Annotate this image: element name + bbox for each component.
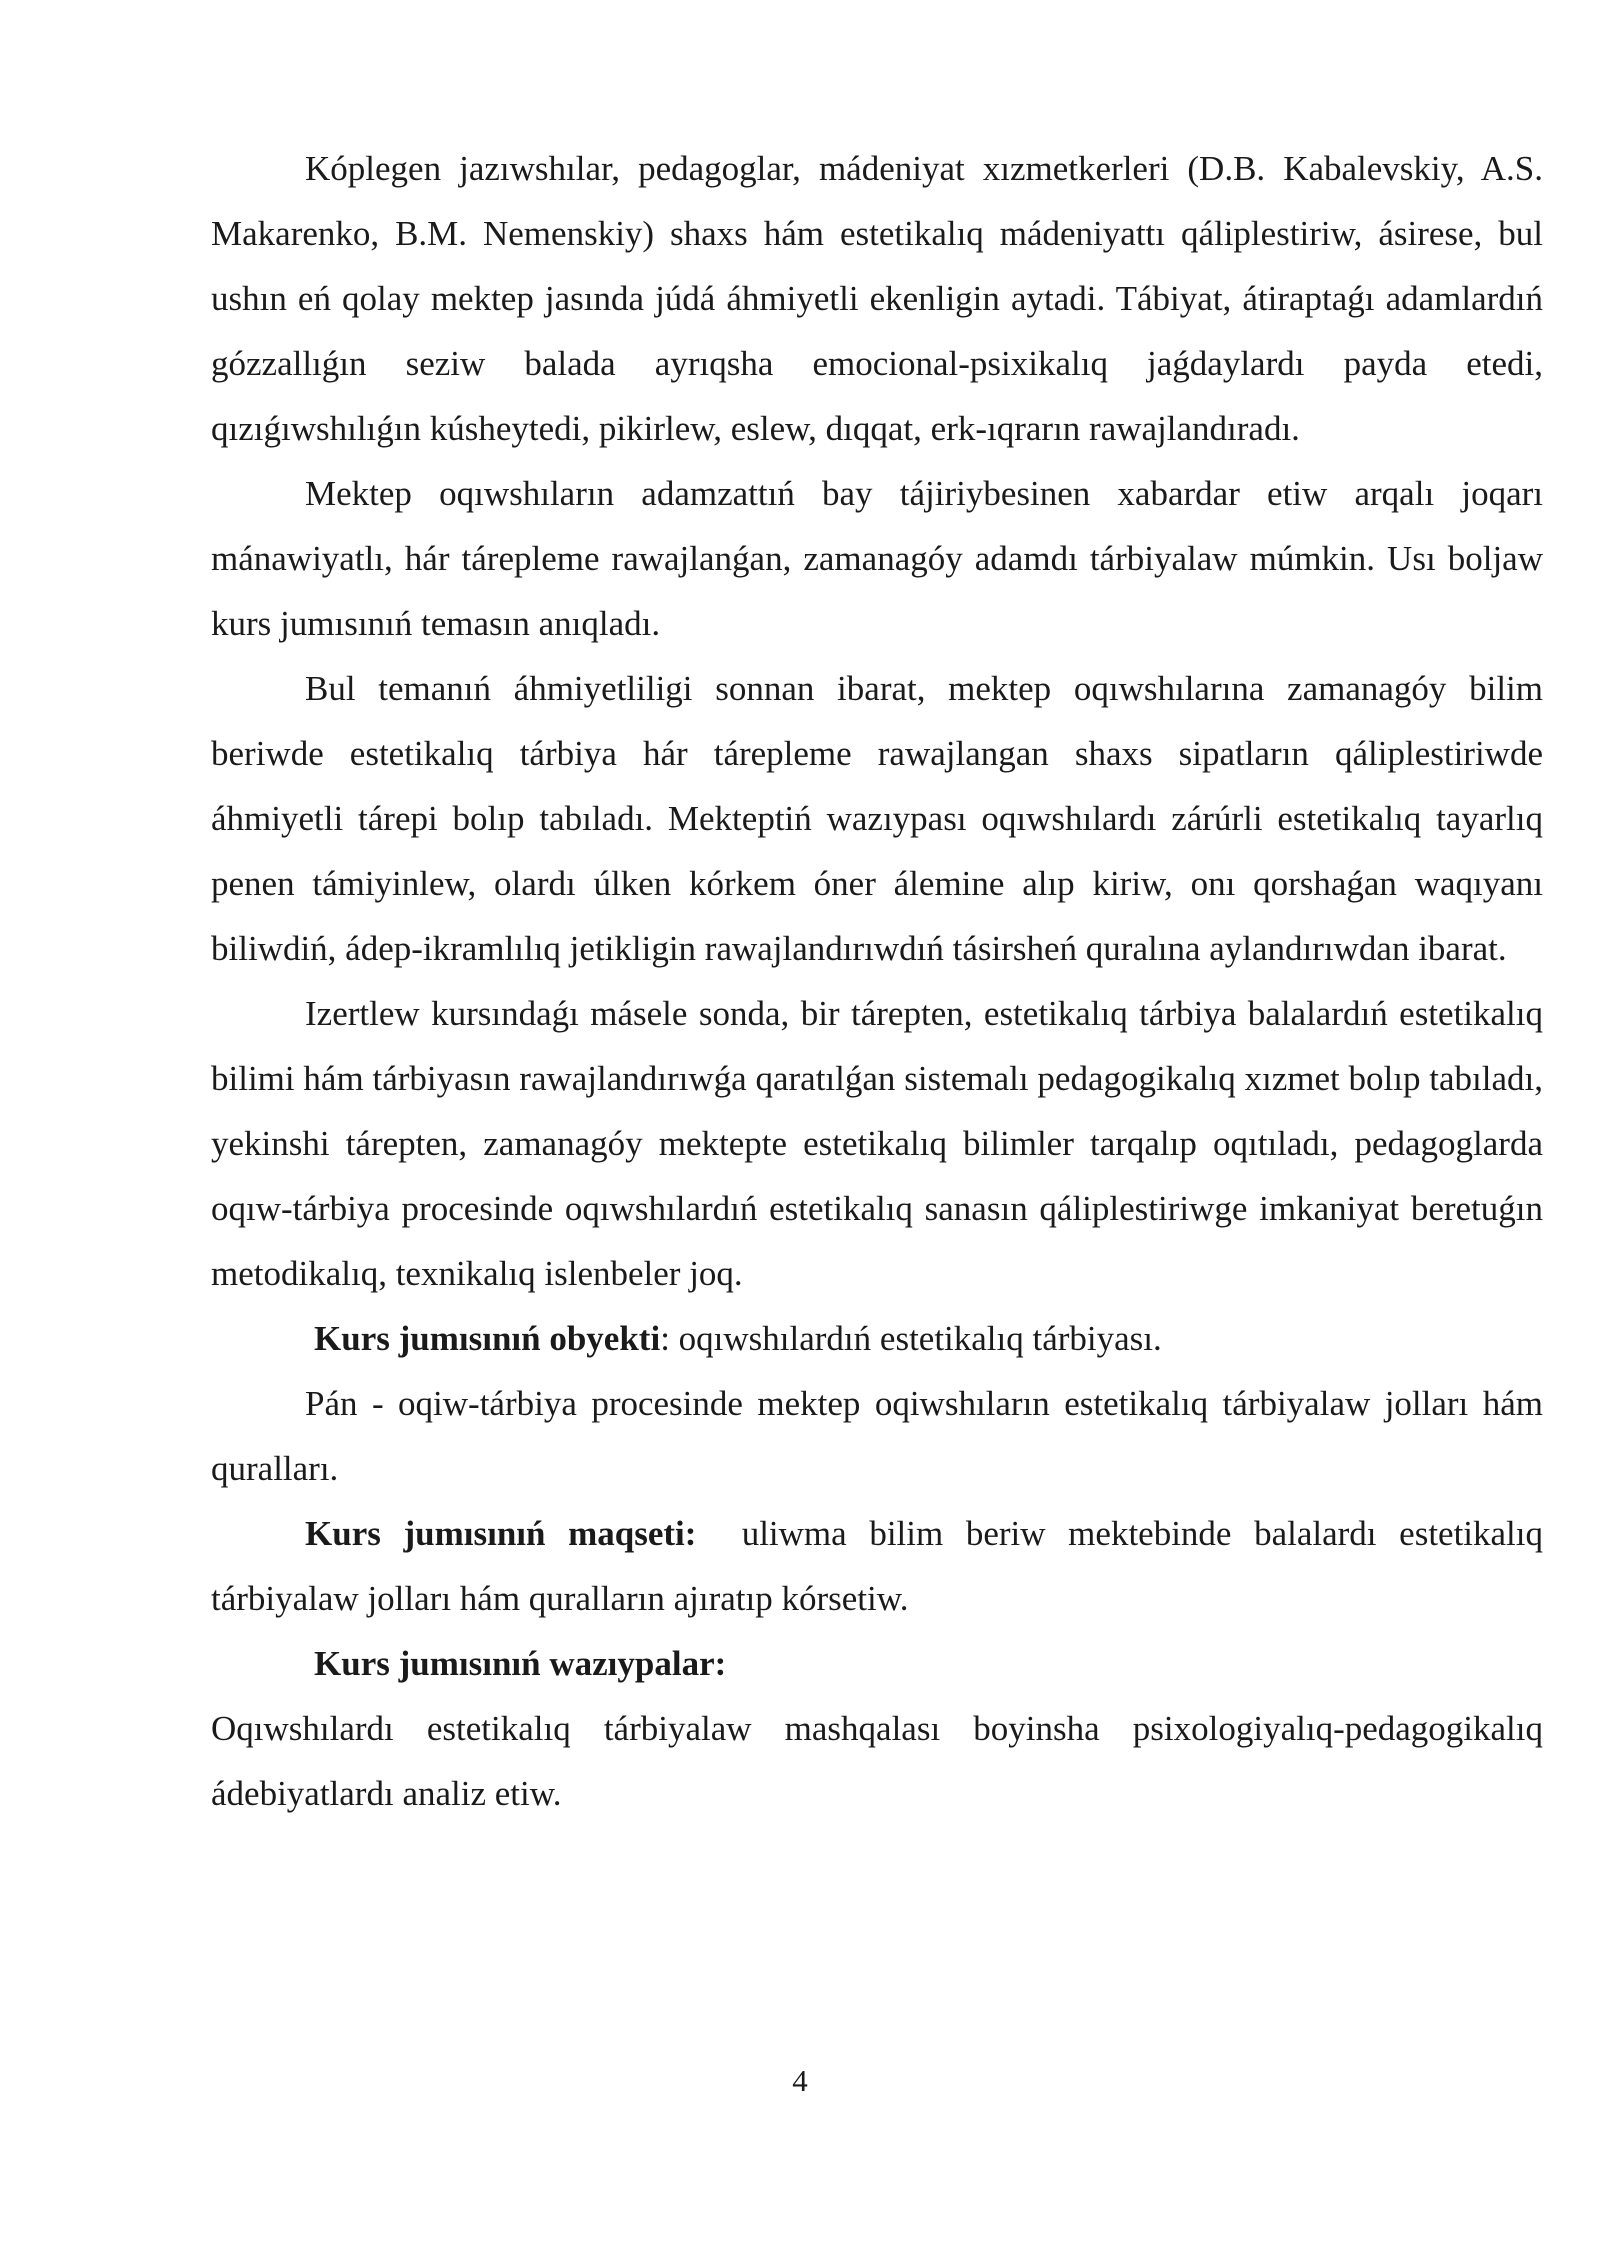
paragraph-relevance: Bul temanıń áhmiyetliligi sonnan ibarat, mektep oqıwshılarına zamanagóy bilim beriwde estetikalıq tárbiya hár tárepleme rawajlangan shaxs sipatların qáliplestiriwde áhmiyetli tárepi bolıp tabıladı. Mekteptiń wazıypası oqıwshılardı zárúrli estetikalıq tayarlıq penen támiyinlew, olardı úlken kórkem óner álemine alıp kiriw, onı qorshaǵan waqıyanı biliwdiń, ádep-ikramlılıq jetikligin rawajlandırıwdıń tásirsheń quralına aylandırıwdan ibarat. (211, 669, 1543, 968)
paragraph-intro: Kóplegen jazıwshılar, pedagoglar, mádeniyat xızmetkerleri (D.B. Kabalevskiy, A.S. Makarenko, B.M. Nemenskiy) shaxs hám estetikalıq mádeniyattı qáliplestiriw, ásirese, bul ushın eń qolay mektep jasında júdá áhmiyetli ekenligin aytadi. Tábiyat, átiraptaǵı adamlardıń gózzallıǵın seziw balada ayrıqsha emocional-psixikalıq jaǵdaylardı payda etedi, qızıǵıwshılıǵın kúsheytedi, pikirlew, eslew, dıqqat, erk-ıqrarın rawajlandıradı. (211, 149, 1543, 448)
tasks-heading (211, 1631, 1543, 1696)
body-text (211, 136, 1552, 1826)
paragraph-tasks: Oqıwshılardı estetikalıq tárbiyalaw mashqalası boyinsha psixologiyalıq-pedagogikalıq ádebiyatlardı analiz etiw. (211, 1709, 1543, 1813)
goal-label: Kurs jumısınıń maqseti: (305, 1514, 697, 1553)
goal-text: uliwma bilim beriw mektebinde balalardı estetikalıq tárbiyalaw jolları hám quralların ajıratıp kórsetiw. (211, 1514, 1552, 1618)
paragraph-problem: Izertlew kursındaǵı másele sonda, bir tárepten, estetikalıq tárbiya balalardıń estetikalıq bilimi hám tárbiyasın rawajlandırıwǵa qaratılǵan sistemalı pedagogikalıq xızmet bolıp tabıladı, yekinshi tárepten, zamanagóy mektepte estetikalıq bilimler tarqalıp oqıtıladı, pedagoglarda oqıw-tárbiya procesinde oqıwshılardıń estetikalıq sanasın qáliplestiriwge imkaniyat beretuǵın metodikalıq, texnikalıq islenbeler joq. (211, 994, 1543, 1293)
tasks-label: Kurs jumısınıń wazıypalar: (314, 1644, 727, 1683)
object-label: Kurs jumısınıń obyekti (314, 1319, 661, 1358)
paragraph-goal (211, 1501, 1552, 1631)
paragraph-object (211, 1306, 1543, 1371)
paragraph-upbringing: Mektep oqıwshıların adamzattıń bay tájiriybesinen xabardar etiw arqalı joqarı mánawiyatlı, hár tárepleme rawajlanǵan, zamanagóy adamdı tárbiyalaw múmkin. Usı boljaw kurs jumısınıń temasın anıqladı. (211, 474, 1543, 643)
paragraph-subject: Pán - oqiw-tárbiya procesinde mektep oqiwshıların estetikalıq tárbiyalaw jolları hám quralları. (211, 1384, 1543, 1488)
object-text: : oqıwshılardıń estetikalıq tárbiyası. (660, 1319, 1162, 1358)
page-number: 4 (792, 2063, 808, 2098)
